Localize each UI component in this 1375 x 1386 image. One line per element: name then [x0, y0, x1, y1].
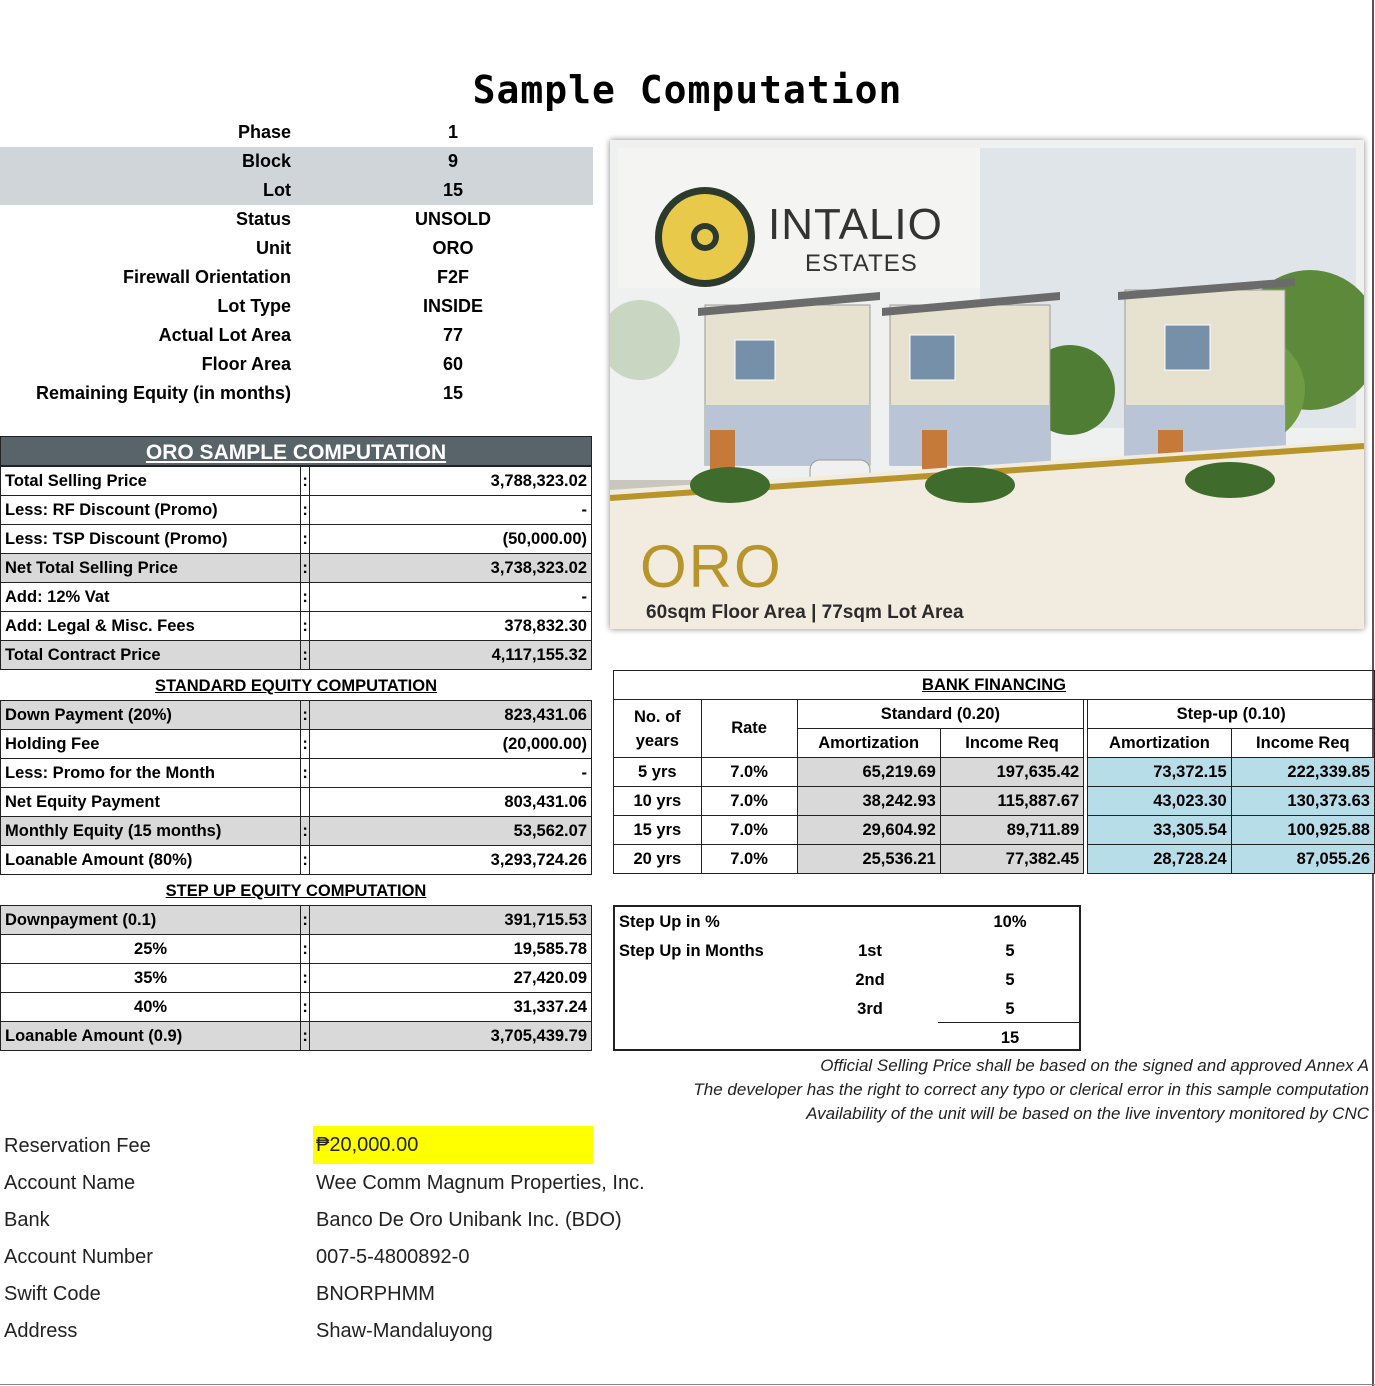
- bank-financing-table: [613, 670, 1375, 874]
- table-row: 5 yrs 7.0% 65,219.69 197,635.42 73,372.15 222,339.85: [614, 758, 1375, 787]
- table-row: Holding Fee : (20,000.00): [1, 730, 592, 759]
- account-number-value: 007-5-4800892-0: [316, 1246, 470, 1268]
- table-row: Less: RF Discount (Promo) : -: [1, 496, 592, 525]
- standard-equity-table: [0, 700, 592, 875]
- info-row-lot-type: Lot Type INSIDE: [217, 296, 483, 316]
- stepup-summary-box: Step Up in % 10% Step Up in Months 1st 5 2nd 5 3rd 5 15: [613, 905, 1081, 1051]
- address-label: Address: [4, 1320, 78, 1342]
- disclaimer-notes: Official Selling Price shall be based on the signed and approved Annex A The developer has the right to correct any typo or clerical error in this sample computation Availability of the unit will be based on the live inventory monitored by CNC: [693, 1056, 1369, 1123]
- table-row: 25% : 19,585.78: [1, 935, 592, 964]
- info-row-phase: Phase 1: [237, 122, 458, 142]
- table-row: 40% : 31,337.24: [1, 993, 592, 1022]
- table-row: Net Total Selling Price : 3,738,323.02: [1, 554, 592, 583]
- swift-code-label: Swift Code: [4, 1283, 101, 1305]
- table-row: No. of years Rate Standard (0.20) Step-up (0.10): [614, 700, 1375, 729]
- info-row-lot-area: Actual Lot Area 77: [158, 325, 464, 345]
- oro-computation-table: [0, 466, 592, 670]
- brand-name: INTALIO: [768, 200, 943, 249]
- page-title: Sample Computation: [472, 68, 903, 112]
- table-row: Add: 12% Vat : -: [1, 583, 592, 612]
- table-row: Downpayment (0.1) : 391,715.53: [1, 906, 592, 935]
- info-row-firewall: Firewall Orientation F2F: [122, 267, 469, 287]
- table-row: Less: Promo for the Month : -: [1, 759, 592, 788]
- bank-financing-heading: BANK FINANCING: [614, 671, 1375, 700]
- bank-value: Banco De Oro Unibank Inc. (BDO): [316, 1209, 622, 1231]
- table-row: [614, 671, 1375, 700]
- info-row-floor-area: Floor Area 60: [201, 354, 464, 374]
- table-row: Total Selling Price : 3,788,323.02: [1, 467, 592, 496]
- table-row: Total Contract Price : 4,117,155.32: [1, 641, 592, 670]
- intalio-logo-icon: [655, 187, 755, 287]
- table-row: Down Payment (20%) : 823,431.06: [1, 701, 592, 730]
- table-row: Net Equity Payment 803,431.06: [1, 788, 592, 817]
- info-row-block: Block 9: [0, 147, 593, 176]
- table-row: 35% : 27,420.09: [1, 964, 592, 993]
- account-number-label: Account Number: [4, 1246, 153, 1268]
- bank-label: Bank: [4, 1209, 50, 1231]
- brand-subtitle: ESTATES: [805, 250, 918, 277]
- standard-equity-heading: STANDARD EQUITY COMPUTATION: [154, 677, 438, 695]
- reservation-fee-label: Reservation Fee: [4, 1135, 151, 1157]
- model-name: ORO: [640, 533, 783, 600]
- table-row: 20 yrs 7.0% 25,536.21 77,382.45 28,728.24 87,055.26: [614, 845, 1375, 874]
- page-bottom-border: [0, 1384, 1375, 1385]
- account-name-value: Wee Comm Magnum Properties, Inc.: [316, 1172, 645, 1194]
- swift-code-value: BNORPHMM: [316, 1283, 435, 1305]
- table-row: Add: Legal & Misc. Fees : 378,832.30: [1, 612, 592, 641]
- info-row-status: Status UNSOLD: [235, 209, 491, 229]
- table-row: Less: TSP Discount (Promo) : (50,000.00): [1, 525, 592, 554]
- table-row: Monthly Equity (15 months) : 53,562.07: [1, 817, 592, 846]
- stepup-equity-heading: STEP UP EQUITY COMPUTATION: [165, 882, 427, 900]
- model-caption: 60sqm Floor Area | 77sqm Lot Area: [646, 602, 964, 623]
- table-row: 15 yrs 7.0% 29,604.92 89,711.89 33,305.54 100,925.88: [614, 816, 1375, 845]
- stepup-equity-table: [0, 905, 592, 1051]
- table-row: Loanable Amount (80%) : 3,293,724.26: [1, 846, 592, 875]
- oro-computation-heading: ORO SAMPLE COMPUTATION: [0, 436, 592, 466]
- table-row: Amortization Income Req Amortization Income Req: [614, 729, 1375, 758]
- table-row: 10 yrs 7.0% 38,242.93 115,887.67 43,023.30 130,373.63: [614, 787, 1375, 816]
- info-row-remaining-equity: Remaining Equity (in months) 15: [36, 383, 464, 403]
- reservation-fee-value: ₱20,000.00: [316, 1134, 419, 1156]
- oro-promo-image: [610, 140, 1364, 629]
- table-row: Loanable Amount (0.9) : 3,705,439.79: [1, 1022, 592, 1051]
- info-row-unit: Unit ORO: [256, 238, 474, 258]
- account-name-label: Account Name: [4, 1172, 136, 1194]
- info-row-lot: Lot 15: [0, 176, 593, 205]
- address-value: Shaw-Mandaluyong: [316, 1320, 493, 1342]
